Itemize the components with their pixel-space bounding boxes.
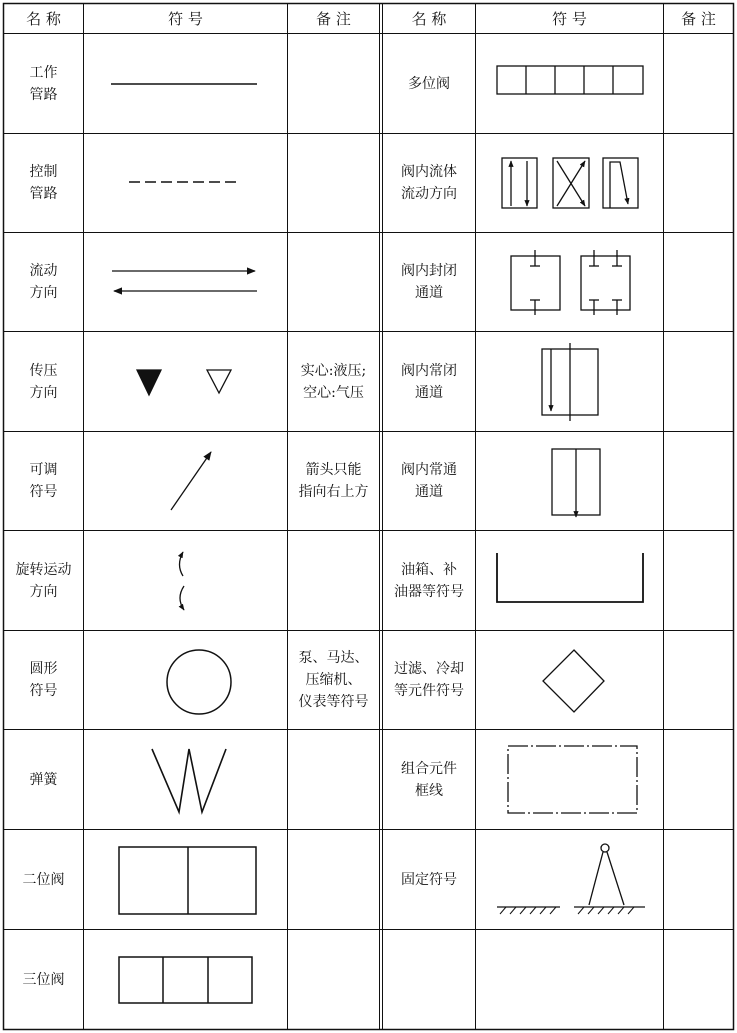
- row-name: 固定符号: [401, 871, 457, 888]
- row-name: 阀内流体 流动方向: [401, 164, 457, 202]
- diamond-symbol: [543, 650, 604, 712]
- row-name: 阀内封闭 通道: [401, 263, 457, 301]
- row-name: 工作 管路: [29, 64, 58, 103]
- rotation-arrows-symbol: [180, 552, 185, 610]
- row-name: 旋转运动 方向: [15, 561, 72, 600]
- closed-passage-symbol: [511, 250, 630, 315]
- header-name-right: 名 称: [411, 9, 447, 28]
- row-name: 弹簧: [29, 771, 58, 788]
- row-remark: 泵、马达、 压缩机、 仪表等符号: [298, 650, 369, 710]
- row-name: 多位阀: [408, 75, 450, 92]
- two-position-valve-symbol: [119, 847, 256, 914]
- header-symbol-left: 符 号: [168, 9, 203, 28]
- circle-symbol: [167, 650, 231, 714]
- assembly-frame-symbol: [508, 746, 637, 813]
- row-name: 圆形 符号: [29, 661, 58, 699]
- adjustable-arrow-symbol: [171, 452, 211, 510]
- row-name: 二位阀: [22, 871, 65, 888]
- tank-symbol: [497, 553, 643, 602]
- three-position-valve-symbol: [119, 957, 252, 1003]
- row-name: 油箱、补 油器等符号: [394, 561, 464, 600]
- fixed-support-symbol: [497, 844, 645, 914]
- row-name: 阀内常通 通道: [401, 462, 457, 500]
- row-remark: 实心:液压; 空心:气压: [300, 362, 367, 401]
- row-name: 三位阀: [22, 971, 65, 988]
- row-name: 流动 方向: [29, 263, 58, 301]
- header-symbol-right: 符 号: [552, 9, 587, 28]
- header-name-left: 名 称: [26, 9, 61, 28]
- spring-symbol: [152, 749, 226, 812]
- row-name: 过滤、冷却 等元件符号: [394, 661, 464, 699]
- header-remark-left: 备 注: [316, 9, 351, 28]
- row-name: 组合元件 框线: [401, 760, 457, 799]
- header-remark-right: 备 注: [681, 9, 716, 28]
- flow-arrows-symbol: [112, 271, 257, 291]
- valve-flow-direction-symbol: [502, 158, 638, 208]
- multi-position-valve-symbol: [497, 66, 643, 94]
- row-name: 可调 符号: [29, 462, 58, 500]
- row-name: 传压 方向: [29, 362, 58, 401]
- normally-closed-passage-symbol: [542, 343, 598, 421]
- pressure-triangles-symbol: [137, 370, 231, 395]
- row-name: 阀内常闭 通道: [401, 362, 457, 401]
- row-name: 控制 管路: [29, 164, 58, 202]
- row-remark: 箭头只能 指向右上方: [298, 462, 369, 500]
- normally-open-passage-symbol: [552, 449, 600, 517]
